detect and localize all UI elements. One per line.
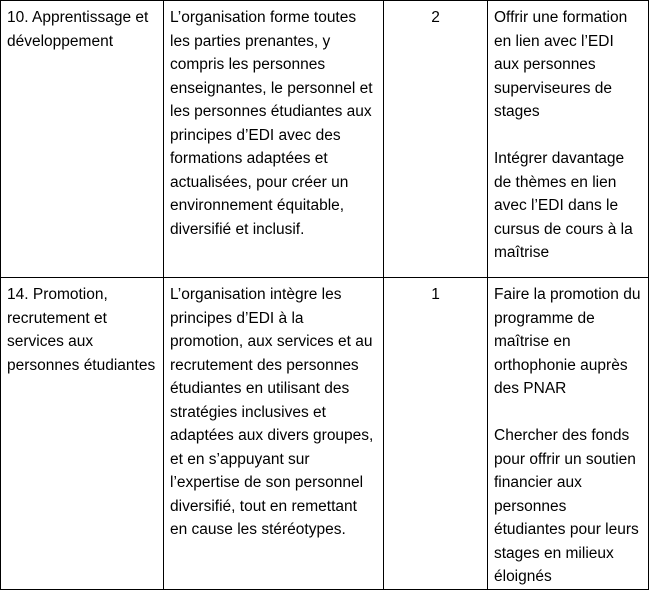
score-cell: 2	[384, 1, 488, 278]
actions-cell	[488, 1, 649, 278]
topic-cell: 10. Apprentissage et développement	[1, 1, 164, 278]
actions-cell	[488, 278, 649, 590]
action-item: Chercher des fonds pour offrir un soutien financier aux personnes étudiantes pour leurs stages en milieux éloignés	[494, 427, 639, 585]
description-cell: L’organisation intègre les principes d’EDI à la promotion, aux services et au recrutement des personnes étudiantes en utilisant des stratégies inclusives et adaptées aux divers groupes, et en s’appuyant sur l’expertise de son personnel diversifié, tout en remettant en cause les stéréotypes.	[164, 278, 384, 590]
action-item: Offrir une formation en lien avec l’EDI aux personnes superviseures de stages	[494, 9, 628, 120]
description-cell: L’organisation forme toutes les parties prenantes, y compris les personnes enseignantes, le personnel et les personnes étudiantes aux principes d’EDI avec des formations adaptées et actualisées, pour créer un environnement équitable, diversifié et inclusif.	[164, 1, 384, 278]
table-row	[1, 1, 649, 278]
score-cell: 1	[384, 278, 488, 590]
table-row	[1, 278, 649, 590]
topic-cell: 14. Promotion, recrutement et services aux personnes étudiantes	[1, 278, 164, 590]
action-item: Intégrer davantage de thèmes en lien avec l’EDI dans le cursus de cours à la maîtrise	[494, 150, 633, 261]
action-item: Faire la promotion du programme de maîtrise en orthophonie auprès des PNAR	[494, 286, 641, 397]
